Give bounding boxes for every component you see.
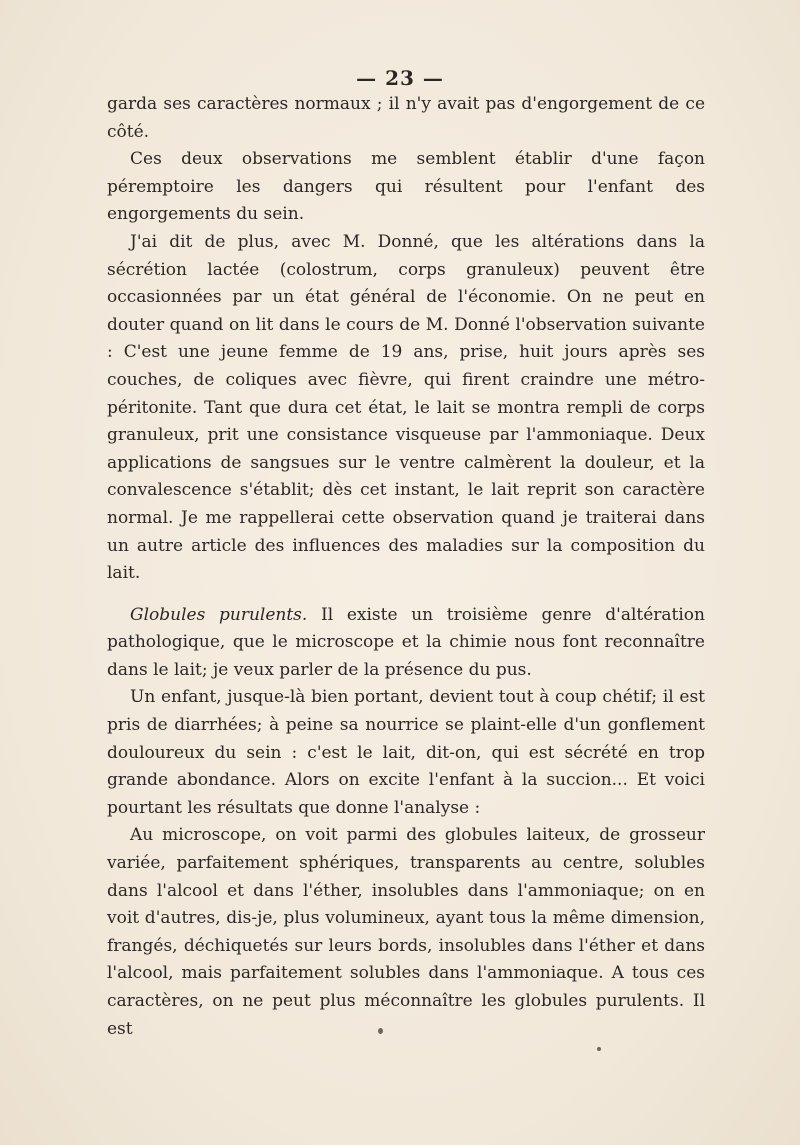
ink-speck	[378, 1028, 383, 1034]
paragraph-donne: J'ai dit de plus, avec M. Donné, que les altérations dans la sécrétion lactée (colostrum, corps granuleux) peuvent être occasionnées par un état général de l'économie. On ne peut en douter quand on lit dans le cours de M. Donné l'observation suivante : C'est une jeune femme de 19 ans, prise, huit jours après ses couches, de coliques avec fièvre, qui firent craindre une métro-péritonite. Tant que dura cet état, le lait se montra rempli de corps granuleux, prit une consistance visqueuse par l'ammoniaque. Deux applications de sangsues sur le ventre calmèrent la douleur, et la convalescence s'établit; dès cet instant, le lait reprit son caractère normal. Je me rappellerai cette observation quand je traiterai dans un autre article des influences des maladies sur la composition du lait.	[107, 231, 705, 584]
paragraph-observations: Ces deux observations me semblent établir d'une façon péremptoire les dangers qui résultent pour l'enfant des engorgements du sein.	[107, 149, 705, 225]
section-lead-text: Il existe un troisième genre d'altération pathologique, que le microscope et la chimie nous font reconnaître dans le lait; je veux parler de la présence du pus.	[107, 604, 705, 680]
body-text	[107, 91, 705, 1043]
page-number-header: — 23 —	[356, 66, 444, 90]
paragraph-enfant: Un enfant, jusque-là bien portant, devient tout à coup chétif; il est pris de diarrhées; à peine sa nourrice se plaint-elle d'un gonflement douloureux du sein : c'est le lait, dit-on, qui est sécrété en trop grande abondance. Alors on excite l'enfant à la succion... Et voici pourtant les résultats que donne l'analyse :	[107, 687, 705, 818]
ink-speck	[597, 1047, 601, 1051]
section-lead-title: Globules purulents.	[130, 604, 308, 625]
paragraph-microscope: Au microscope, on voit parmi des globules laiteux, de grosseur variée, parfaitement sphériques, transparents au centre, solubles dans l'alcool et dans l'éther, insolubles dans l'ammoniaque; on en voit d'autres, dis-je, plus volumineux, ayant tous la même dimension, frangés, déchiquetés sur leurs bords, insolubles dans l'éther et dans l'alcool, mais parfaitement solubles dans l'ammoniaque. A tous ces caractères, on ne peut plus méconnaître les globules purulents. Il est	[107, 825, 705, 1039]
paragraph-continuation: garda ses caractères normaux ; il n'y avait pas d'engorgement de ce côté.	[107, 94, 705, 142]
paragraph-globules-purulents	[107, 602, 705, 685]
